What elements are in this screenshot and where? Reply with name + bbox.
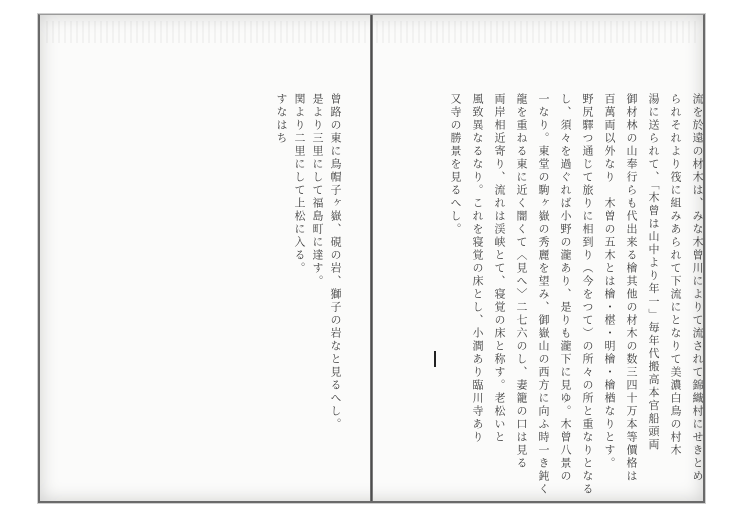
document-sheet — [38, 14, 705, 503]
text-column: すなはち — [275, 93, 288, 145]
text-column: 両岸相近寄り、流れは渓峡とて、寝覚の床と称す。老松いと — [493, 93, 506, 444]
text-column: 湯に送られて、「木曾は山中より年一」毎年代搬高本官船頭両 — [647, 93, 660, 452]
correction-mark — [434, 351, 436, 367]
text-column: 風致異なるなり。これを寝覚の床とし、小澗あり臨川寺あり — [471, 93, 484, 444]
right-page — [394, 93, 704, 496]
page-fold — [370, 15, 373, 501]
text-column: 御材林の山奉行らも代出来る檜其他の材木の数三四十万本等價格は — [625, 93, 638, 483]
text-column: 是より三里にして福島町に達す。 — [311, 93, 324, 288]
text-column: 野尻驛つ通じて旅りに相到り（今をつて）の所々の所と重なりとなる — [581, 93, 594, 496]
left-page — [272, 93, 342, 463]
text-column: 曾路の東に鳥帽子ヶ嶽、硯の岩、獅子の岩なと見るへし。 — [329, 93, 342, 431]
text-column: 龍を重ねる東に近く闇くて〈見へ〉二七六のし、妻籠の口は見る — [515, 93, 528, 470]
text-column: し、須々を過ぐれば小野の瀧あり、是りも瀧下に見ゆ。木曾八景の — [559, 93, 572, 483]
text-column: 百萬両以外なり 木曽の五木とは檜・椹・明檜・檜楢なりとす。 — [603, 93, 616, 470]
text-column: 流を於遠の材木は、みな木曾川によりて流されて錦織村にせきとめ — [691, 93, 704, 483]
text-column: 関より二里にして上松に入る。 — [293, 93, 306, 275]
text-column: られそれより筏に組みあられて下流にとなりて美濃白鳥の村木 — [669, 93, 682, 457]
text-column: 又寺の勝景を見るへし。 — [449, 93, 462, 236]
text-column: 一なり。東堂の駒ヶ嶽の秀麗を望み、御嶽山の西方に向ふ時一き鈍く — [537, 93, 550, 496]
